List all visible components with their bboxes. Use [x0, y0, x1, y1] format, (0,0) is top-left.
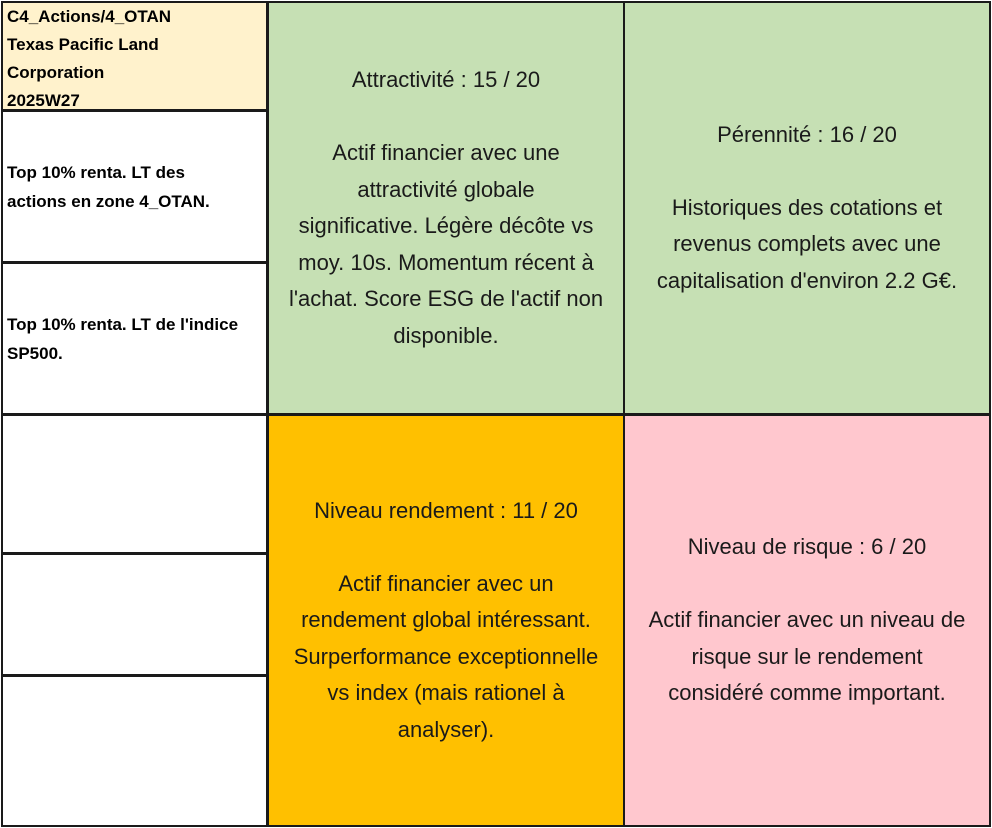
- company-name-line-1: Texas Pacific Land: [7, 35, 159, 54]
- risque-text-line-2: risque sur le rendement: [691, 643, 923, 669]
- benchmark-index-line-2: SP500.: [7, 343, 63, 363]
- attractivite-title: Attractivité : 15 / 20: [351, 67, 541, 92]
- risque-text-line-3: considéré comme important.: [668, 680, 946, 706]
- attractivite-text-line-2: attractivité globale: [357, 176, 535, 202]
- empty-cell-2: [1, 553, 268, 676]
- attractivite-text-line-3: significative. Légère décôte vs: [298, 213, 594, 238]
- risque-text-line-1: Actif financier avec un niveau de: [648, 607, 966, 633]
- perennite-text-line-3: capitalisation d'environ 2.2 G€.: [656, 267, 958, 293]
- week-label: 2025W27: [7, 91, 80, 110]
- empty-cell-3: [1, 675, 268, 827]
- attractivite-text-line-6: disponible.: [393, 322, 499, 348]
- rendement-text-line-4: vs index (mais rationel à: [327, 680, 565, 706]
- benchmark-index-cell: [1, 262, 268, 415]
- attractivite-text-line-5: l'achat. Score ESG de l'actif non: [288, 286, 604, 311]
- attractivite-quadrant: [267, 1, 625, 415]
- attractivite-text-line-1: Actif financier avec une: [332, 140, 560, 165]
- empty-cell-1: [1, 414, 268, 554]
- rendement-text-line-3: Surperformance exceptionnelle: [293, 643, 599, 669]
- benchmark-zone-line-2: actions en zone 4_OTAN.: [7, 191, 210, 211]
- rendement-text-line-1: Actif financier avec un: [338, 570, 554, 596]
- risque-title: Niveau de risque : 6 / 20: [687, 534, 927, 560]
- asset-header-cell: [1, 1, 268, 111]
- perennite-text-line-1: Historiques des cotations et: [671, 194, 943, 220]
- attractivite-text-line-4: moy. 10s. Momentum récent à: [298, 249, 594, 275]
- perennite-text-line-2: revenus complets avec une: [673, 231, 941, 257]
- rendement-quadrant: [267, 414, 625, 827]
- rendement-text-line-5: analyser).: [397, 716, 495, 742]
- category-label: C4_Actions/4_OTAN: [7, 7, 172, 26]
- rendement-text-line-2: rendement global intéressant.: [301, 607, 591, 633]
- perennite-title: Pérennité : 16 / 20: [717, 121, 897, 147]
- rendement-title: Niveau rendement : 11 / 20: [314, 497, 578, 523]
- company-name-line-2: Corporation: [7, 63, 105, 82]
- benchmark-zone-line-1: Top 10% renta. LT des: [7, 162, 185, 182]
- benchmark-index-line-1: Top 10% renta. LT de l'indice: [7, 314, 239, 334]
- perennite-quadrant: [623, 1, 991, 415]
- risque-quadrant: [623, 414, 991, 827]
- benchmark-zone-cell: [1, 110, 268, 263]
